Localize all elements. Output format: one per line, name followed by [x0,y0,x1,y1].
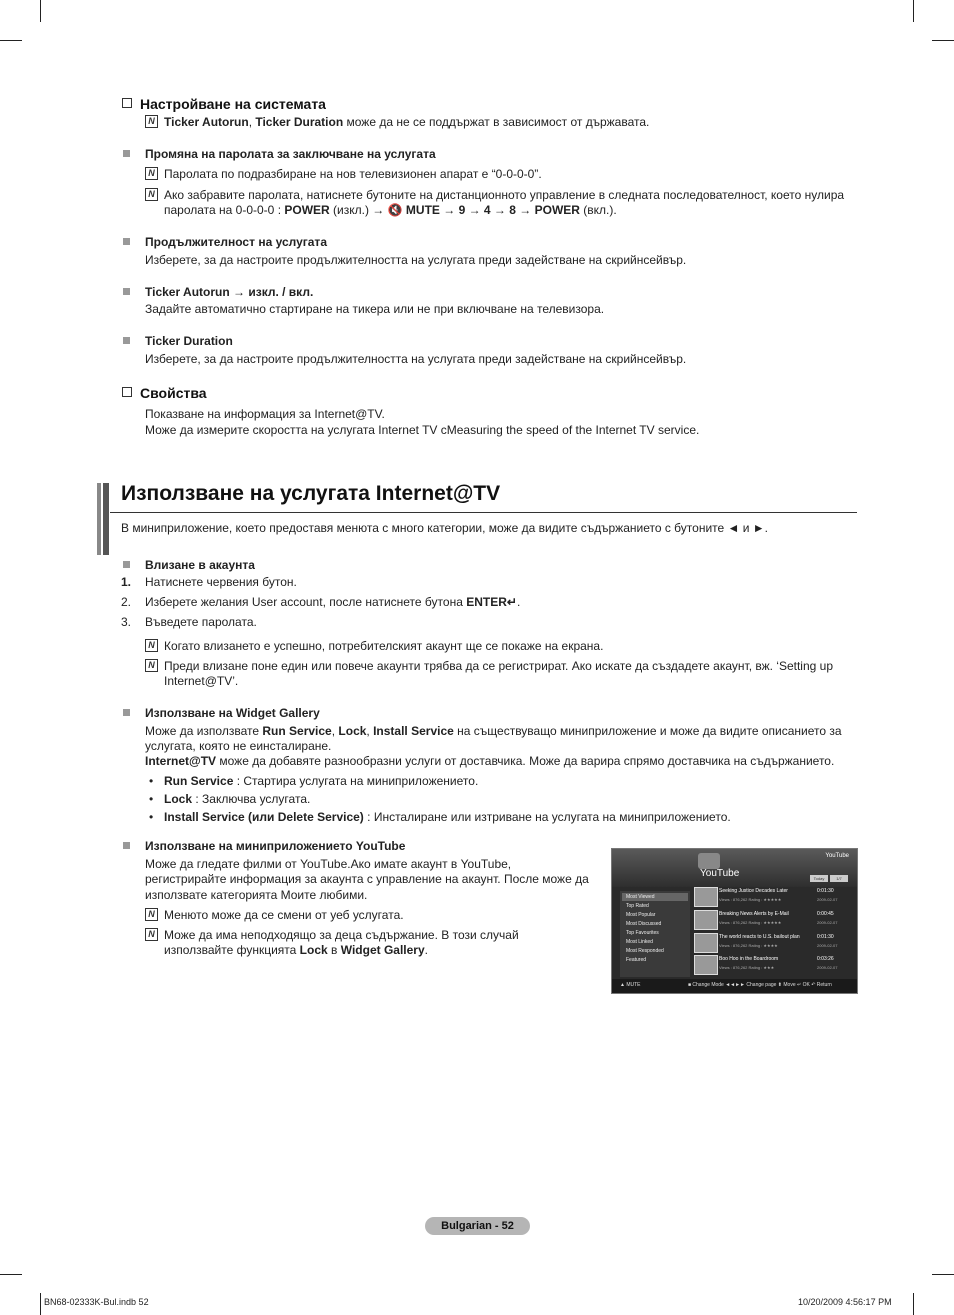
footer-date: 10/20/2009 4:56:17 PM [798,1297,892,1307]
step-1: Натиснете червения бутон. [145,575,297,589]
bullet-run-service: Run Service : Стартира услугата на миниприложението. [164,774,479,788]
subsection-title-ticker-duration: Ticker Duration [145,334,233,348]
widget-menu-item: Top Favourites [626,930,659,936]
ticker-duration-desc: Изберете, за да настроите продължителността на услугата преди задействане на скрийнсейвър. [145,352,687,366]
note-reset-password-l2: паролата на 0-0-0-0 : POWER (изкл.) → 🔇 MUTE → 9 → 4 → 8 → POWER (вкл.). [164,203,617,217]
widget-menu-item: Most Popular [626,912,656,918]
subsection-title-login: Влизане в акаунта [145,558,255,572]
note-reset-password-l1: Ако забравите паролата, натиснете бутоните на дистанционното управление в следната последователност, което нулира [164,188,845,202]
widget-menu-item: Most Linked [626,939,653,945]
section-title-system: Настройване на системата [122,96,326,112]
widget-tab: Today [810,875,828,882]
crop-mark [932,40,954,41]
bullet-square-icon [123,561,130,568]
checkbox-icon [122,98,132,108]
widget-mute-hint: ▲ MUTE [620,982,641,988]
properties-line1: Показване на информация за Internet@TV. [145,407,385,421]
bullet-square-icon [123,150,130,157]
bullet-dot: • [149,774,154,788]
intro-text: В миниприложение, което предоставя менюта с много категории, може да видите съдържанието с бутоните ◄ и ►. [121,521,768,535]
step-number: 1. [121,575,132,589]
bullet-dot: • [149,792,154,806]
enter-icon: ↵ [506,595,517,609]
widget-controls-hint: ■ Change Mode ◄◄►► Change page ⬍ Move ↵ OK ↶ Return [688,982,832,988]
widget-gallery-l1: Може да използвате Run Service, Lock, Install Service на съществуващо миниприложение и може да видите описанието за [145,724,842,738]
note-login-register-l1: Преди влизане поне един или повече акаунти трябва да се регистрират. Ако искате да създадете акаунт, вж. ‘Setting up [164,659,834,673]
video-item: Breaking News Alerts by E-Mail 0:00:45 Views : 876,262 Rating : ★★★★★ 2009-02-07 [694,910,852,930]
video-thumbnail [694,933,718,953]
widget-gallery-l2: услугата, която не еинсталиране. [145,739,332,753]
note-icon: N [145,928,158,941]
heading-bar-decoration [103,483,109,555]
note-icon: N [145,188,158,201]
note-icon: N [145,659,158,672]
note-youtube-menu: Менюто може да се смени от уеб услугата. [164,908,404,922]
video-item: The world reacts to U.S. bailout plan 0:01:30 Views : 876,262 Rating : ★★★★ 2009-02-07 [694,933,852,953]
widget-app-title: YouTube [700,868,740,879]
widget-menu-item: Most Viewed [626,894,655,900]
step-number: 2. [121,595,132,609]
properties-line2: Може да измерите скоростта на услугата Internet TV cMeasuring the speed of the Internet TV service. [145,423,700,437]
video-item: Seeking Justice Decades Later 0:01:30 Views : 876,262 Rating : ★★★★★ 2009-02-07 [694,887,852,907]
subsection-title-ticker-autorun: Ticker Autorun → изкл. / вкл. [145,285,314,299]
note-icon: N [145,115,158,128]
camera-icon [698,853,720,869]
checkbox-icon [122,387,132,397]
ticker-autorun-desc: Задайте автоматично стартиране на тикера или не при включване на телевизора. [145,302,605,316]
page-number: Bulgarian - 52 [425,1217,530,1235]
page-title: Използване на услугата Internet@TV [121,482,501,505]
note-youtube-children-l1: Може да има неподходящо за деца съдържание. В този случай [164,928,519,942]
widget-tab: 1/7 [830,875,848,882]
crop-mark [913,0,914,22]
bullet-square-icon [123,709,130,716]
note-icon: N [145,908,158,921]
section-title-properties: Свойства [122,385,207,401]
crop-mark [0,40,22,41]
bullet-square-icon [123,288,130,295]
note-icon: N [145,639,158,652]
note-login-register-l2: Internet@TV’. [164,674,239,688]
youtube-logo: YouTube [825,853,849,859]
youtube-l1: Може да гледате филми от YouTube.Ако имате акаунт в YouTube, [145,857,512,871]
subsection-title-widget-gallery: Използване на Widget Gallery [145,706,320,720]
crop-mark [913,1293,914,1315]
mute-icon: 🔇 [387,203,403,217]
youtube-l2: регистрирайте информация за акаунта с управление на акаунт. После може да [145,872,589,886]
widget-menu-item: Most Responded [626,948,664,954]
crop-mark [0,1274,22,1275]
note-youtube-children-l2: използвайте функцията Lock в Widget Gallery. [164,943,428,957]
step-number: 3. [121,615,132,629]
subsection-title-youtube: Използване на миниприложението YouTube [145,839,406,853]
note-login-success: Когато влизането е успешно, потребителският акаунт ще се покаже на екрана. [164,639,604,653]
subsection-title-password: Промяна на паролата за заключване на услугата [145,147,436,161]
video-thumbnail [694,955,718,975]
widget-menu-item: Most Discussed [626,921,662,927]
bullet-dot: • [149,810,154,824]
note-ticker: Ticker Autorun, Ticker Duration може да не се поддържат в зависимост от държавата. [164,115,650,129]
crop-mark [40,1293,41,1315]
step-2: Изберете желания User account, после натиснете бутона ENTER↵. [145,595,521,609]
crop-mark [40,0,41,22]
bullet-install-service: Install Service (или Delete Service) : Инсталиране или изтриване на услугата на миниприложението. [164,810,731,824]
widget-menu-item: Top Rated [626,903,649,909]
video-thumbnail [694,910,718,930]
subsection-title-duration: Продължителност на услугата [145,235,327,249]
youtube-l3: използвате категорията Моите любими. [145,888,368,902]
note-icon: N [145,167,158,180]
youtube-widget-screenshot [611,848,858,994]
bullet-square-icon [123,842,130,849]
footer-file: BN68-02333K-Bul.indb 52 [44,1297,149,1307]
bullet-square-icon [123,238,130,245]
note-default-password: Паролата по подразбиране на нов телевизионен апарат е “0-0-0-0”. [164,167,542,181]
step-3: Въведете паролата. [145,615,257,629]
video-item: Boo Hoo in the Boardroom 0:03:26 Views : 876,262 Rating : ★★★ 2009-02-07 [694,955,852,975]
widget-gallery-l3: Internet@TV може да добавяте разнообразни услуги от доставчика. Може да варира спрямо доставчика на съдържанието. [145,754,835,768]
bullet-square-icon [123,337,130,344]
heading-rule [110,512,857,513]
widget-menu-item: Featured [626,957,647,963]
duration-desc: Изберете, за да настроите продължителността на услугата преди задействане на скрийнсейвър. [145,253,687,267]
video-thumbnail [694,887,718,907]
crop-mark [932,1274,954,1275]
bullet-lock: Lock : Заключва услугата. [164,792,311,806]
heading-bar-decoration [97,483,101,555]
